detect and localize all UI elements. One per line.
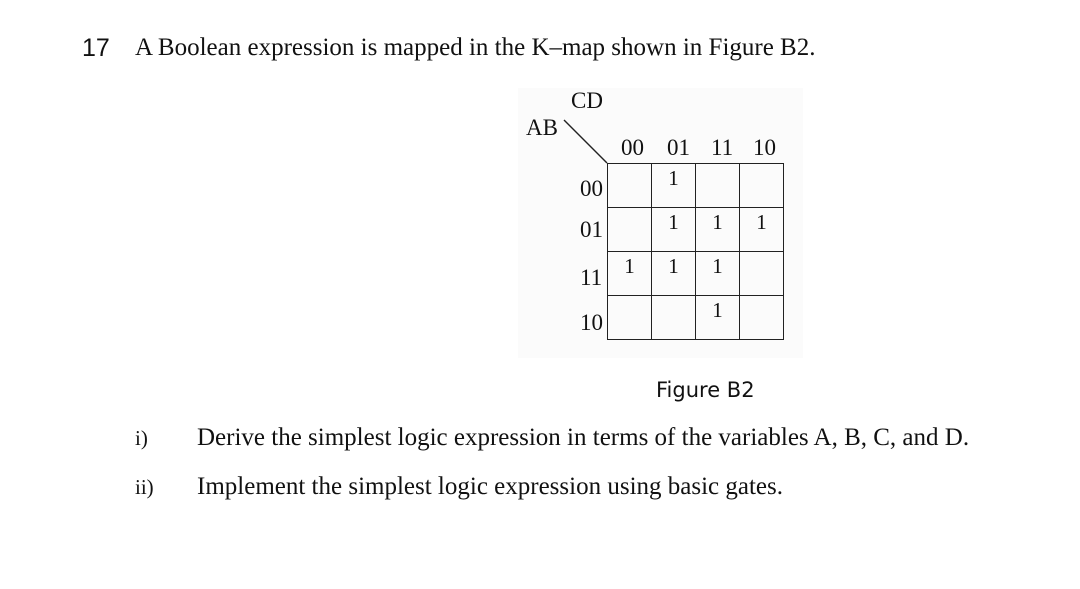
part-text-i: Derive the simplest logic expression in terms of the variables A, B, C, and D.	[197, 424, 970, 451]
kmap-column-variables: CD	[571, 88, 603, 113]
kmap-col-header-01: 01	[667, 135, 690, 160]
kmap-row-header-10: 10	[580, 310, 603, 335]
kmap-cell	[740, 164, 784, 208]
kmap-grid	[607, 163, 784, 340]
kmap-row	[608, 208, 784, 252]
kmap-cell: 1	[608, 252, 652, 296]
kmap-row-header-01: 01	[580, 217, 603, 242]
kmap-col-header-11: 11	[711, 135, 734, 160]
kmap-cell	[608, 164, 652, 208]
question-stem: A Boolean expression is mapped in the K–map shown in Figure B2.	[135, 34, 816, 61]
kmap-cell	[740, 252, 784, 296]
kmap-row	[608, 296, 784, 340]
kmap-row-header-00: 00	[580, 176, 603, 201]
question-number: 17	[82, 34, 110, 62]
kmap-cell	[608, 296, 652, 340]
kmap-cell	[652, 296, 696, 340]
kmap-cell: 1	[652, 208, 696, 252]
kmap-cell: 1	[696, 208, 740, 252]
kmap-row	[608, 252, 784, 296]
kmap-row-header-11: 11	[580, 265, 603, 290]
kmap-col-header-10: 10	[753, 135, 776, 160]
kmap-cell	[696, 164, 740, 208]
kmap-cell	[740, 296, 784, 340]
kmap-cell: 1	[696, 296, 740, 340]
kmap-row-variables: AB	[526, 115, 558, 140]
kmap-col-header-00: 00	[621, 135, 644, 160]
kmap-cell: 1	[652, 252, 696, 296]
kmap-row	[608, 164, 784, 208]
part-label-ii: ii)	[135, 475, 154, 499]
part-label-i: i)	[135, 426, 148, 450]
part-text-ii: Implement the simplest logic expression using basic gates.	[197, 473, 783, 500]
kmap-cell	[608, 208, 652, 252]
kmap-cell: 1	[740, 208, 784, 252]
figure-caption: Figure B2	[656, 378, 755, 402]
kmap-cell: 1	[652, 164, 696, 208]
kmap-cell: 1	[696, 252, 740, 296]
